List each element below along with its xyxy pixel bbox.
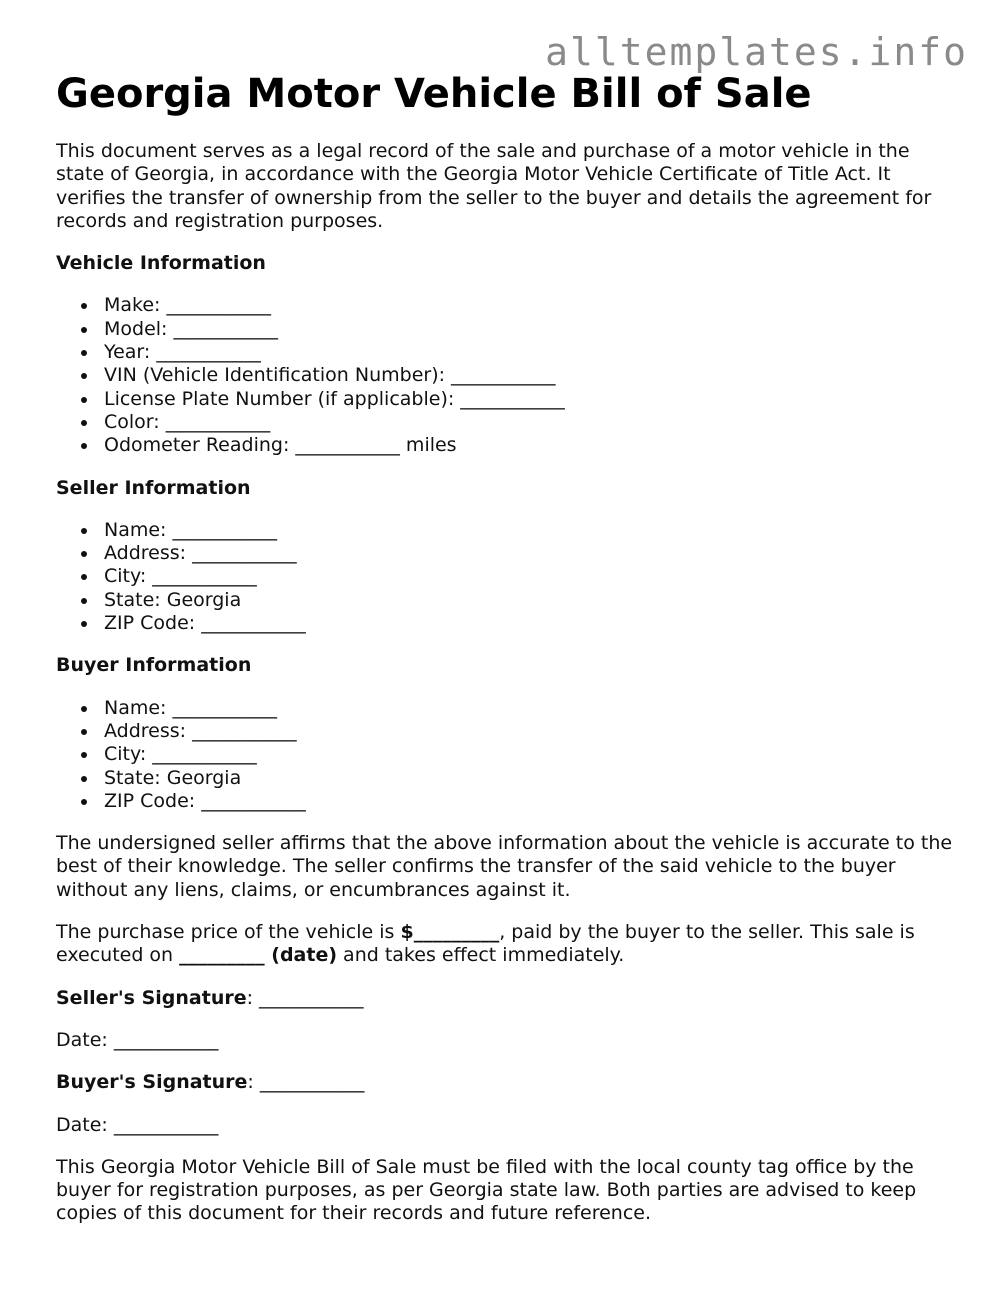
price-text-1: The purchase price of the vehicle is (56, 921, 401, 944)
page-title: Georgia Motor Vehicle Bill of Sale (56, 71, 812, 117)
buyer-info-heading: Buyer Information (56, 654, 252, 677)
list-item: Model: ___________ (104, 318, 956, 341)
watermark: alltemplates.info (545, 30, 968, 74)
list-item: License Plate Number (if applicable): ___________ (104, 388, 956, 411)
seller-date-line: Date: ___________ (56, 1028, 219, 1051)
seller-info-list (56, 519, 956, 635)
vehicle-info-list (56, 294, 956, 457)
list-item: Name: ___________ (104, 519, 956, 542)
seller-signature-blank: : ___________ (246, 986, 364, 1009)
sale-date: _________ (date) (179, 944, 338, 967)
list-item: ZIP Code: ___________ (104, 790, 956, 813)
list-item: Color: ___________ (104, 411, 956, 434)
list-item: State: Georgia (104, 589, 956, 612)
list-item: Year: ___________ (104, 341, 956, 364)
intro-paragraph: This document serves as a legal record of the sale and purchase of a motor vehicle in the state of Georgia, in accordance with the Georgia Motor Vehicle Certificate of Title Act. It verifies the transfer of ownership from the seller to the buyer and details the agreement for records and registration purposes. (56, 140, 932, 232)
list-item: Name: ___________ (104, 697, 956, 720)
price-text-2: , paid by the buyer to the seller. This sale is executed on (56, 921, 915, 967)
affirmation-paragraph: The undersigned seller affirms that the above information about the vehicle is accurate to the best of their knowledge. The seller confirms the transfer of the said vehicle to the buyer without any liens, claims, or encumbrances against it. (56, 832, 953, 901)
list-item: Make: ___________ (104, 294, 956, 317)
seller-signature-label: Seller's Signature (56, 986, 247, 1009)
list-item: Odometer Reading: ___________ miles (104, 434, 956, 457)
buyer-date-line: Date: ___________ (56, 1113, 219, 1136)
seller-info-heading: Seller Information (56, 476, 251, 499)
buyer-signature-blank: : ___________ (247, 1071, 365, 1094)
price-amount: $_________ (400, 921, 500, 944)
buyer-info-list (56, 697, 956, 813)
closing-paragraph: This Georgia Motor Vehicle Bill of Sale must be filed with the local county tag office by the buyer for registration purposes, as per Georgia state law. Both parties are advised to keep copies of this document for their records and future reference. (56, 1155, 917, 1225)
list-item: State: Georgia (104, 767, 956, 790)
buyer-signature-label: Buyer's Signature (56, 1071, 248, 1094)
vehicle-info-heading: Vehicle Information (56, 252, 266, 275)
list-item: Address: ___________ (104, 542, 956, 565)
list-item: City: ___________ (104, 743, 956, 766)
seller-signature-line (56, 987, 956, 1010)
list-item: ZIP Code: ___________ (104, 612, 956, 635)
list-item: City: ___________ (104, 565, 956, 588)
list-item: Address: ___________ (104, 720, 956, 743)
price-paragraph (56, 921, 956, 968)
list-item: VIN (Vehicle Identification Number): ___________ (104, 364, 956, 387)
document-body (56, 70, 956, 1245)
buyer-signature-line (56, 1071, 956, 1094)
price-text-3: and takes effect immediately. (337, 944, 625, 967)
